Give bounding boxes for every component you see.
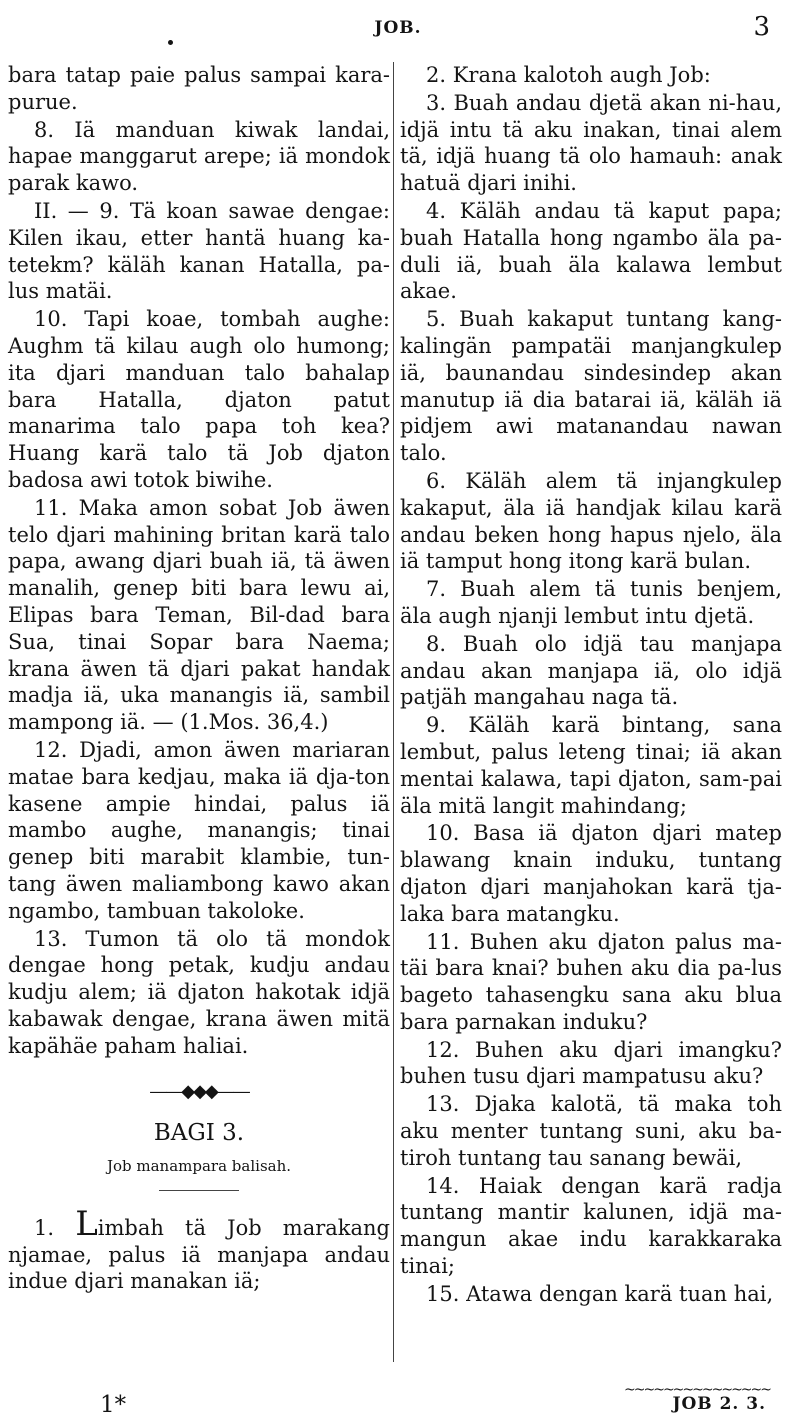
verse: 2. Krana kalotoh augh Job: <box>426 63 711 87</box>
verse: 12. Buhen aku djari imangku? buhen tusu djari mampatusu aku? <box>400 1037 782 1089</box>
verse: 9. Käläh karä bintang, sana lembut, palus leteng tinai; iä akan mentai kalawa, tapi djaton, sam-pai äla mitä langit mahindang; <box>400 713 782 818</box>
verse: 13. Djaka kalotä, tä maka toh aku menter tuntang suni, aku ba-tiroh tuntang tau sanang bewäi, <box>400 1092 782 1170</box>
verse: 8. Iä manduan kiwak landai, hapae manggarut arepe; iä mondok parak kawo. <box>8 117 390 196</box>
verse: 10. Tapi koae, tombah aughe: Aughm tä kilau augh olo humong; ita djari manduan talo bahalap bara Hatalla, djaton patut manarima talo papa toh kea? Huang karä talo tä Job djaton badosa awi totok biwihe. <box>8 307 390 492</box>
verse: 6. Käläh alem tä injangkulep kakaput, äla iä handjak kilau karä andau beken hong hapus njelo, äla iä tamput hong itong karä bulan. <box>400 468 782 574</box>
heading-rule <box>159 1190 239 1191</box>
page-footer <box>0 1382 796 1422</box>
verse: 10. Basa iä djaton djari matep blawang knain induku, tuntang djaton djari manjahokan karä tja-laka bara matangku. <box>400 821 782 926</box>
wavy-rule: ~~~~~~~~~~~~~~~ <box>624 1382 770 1398</box>
page-number: 3 <box>753 12 770 42</box>
page-header <box>0 10 796 46</box>
verse: 15. Atawa dengan karä tuan hai, <box>426 1281 774 1306</box>
print-dot <box>168 40 173 45</box>
verse: 13. Tumon tä olo tä mondok dengae hong petak, kudju andau kudju alem; iä djaton hakotak idjä kabawak dengae, krana äwen mitä kapähäe paham haliai. <box>8 926 390 1058</box>
running-title: JOB. <box>374 18 422 38</box>
verse: bara tatap paie palus sampai kara-purue. <box>8 63 390 114</box>
right-column <box>400 62 782 1309</box>
section-ornament: ——◆◆◆—— <box>149 1081 249 1103</box>
verse: 11. Buhen aku djaton palus ma-täi bara knai? buhen aku dia pa-lus bageto tahasengku sana aku blua bara parnakan induku? <box>400 929 782 1034</box>
chapter-first-verse <box>8 1203 390 1295</box>
catchword: JOB 2. 3. <box>672 1394 766 1414</box>
verse: 4. Käläh andau tä kaput papa; buah Hatalla hong ngambo äla pa-duli iä, buah äla kalawa lembut akae. <box>400 198 782 304</box>
verse-number: 1. <box>34 1215 55 1240</box>
verse: 7. Buah alem tä tunis benjem, äla augh njanji lembut intu djetä. <box>400 577 782 628</box>
drop-cap: L <box>75 1203 98 1244</box>
verse-text: imbah tä Job marakang njamae, palus iä manjapa andau indue djari manakan iä; <box>8 1215 390 1294</box>
chapter-subtitle: Job manampara balisah. <box>106 1157 292 1176</box>
left-column <box>8 62 390 1296</box>
verse: 3. Buah andau djetä akan ni-hau, idjä intu tä aku inakan, tinai alem tä, idjä huang tä olo hamauh: anak hatuä djari inihi. <box>400 90 782 196</box>
column-divider <box>393 62 394 1362</box>
verse: 8. Buah olo idjä tau manjapa andau akan manjapa iä, olo idjä patjäh mangahau naga tä. <box>400 631 782 710</box>
verse: 12. Djadi, amon äwen mariaran matae bara kedjau, maka iä dja-ton kasene ampie hindai, palus iä mambo aughe, manangis; tinai genep biti marabit klambie, tun-tang äwen maliambong kawo akan ngambo, tambuan takoloke. <box>8 737 390 923</box>
verse: 14. Haiak dengan karä radja tuntang mantir kalunen, idjä ma-mangun akae indu karakkaraka tinai; <box>400 1173 782 1279</box>
signature-mark: 1* <box>100 1392 127 1418</box>
verse: II. — 9. Tä koan sawae dengae: Kilen ikau, etter hantä huang ka-tetekm? käläh kanan Hatalla, pa-lus matäi. <box>8 198 390 304</box>
verse: 5. Buah kakaput tuntang kang-kalingän pampatäi manjangkulep iä, baunandau sindesindep akan manutup iä dia batarai iä, käläh iä pidjem awi matanandau nawan talo. <box>400 307 782 466</box>
verse: 11. Maka amon sobat Job äwen telo djari mahining britan karä talo papa, awang djari buah iä, tä äwen manalih, genep biti bara lewu ai, Elipas bara Teman, Bil-dad bara Sua, tinai Sopar bara Naema; krana äwen tä djari pakat handak madja iä, uka manangis iä, sambil mampong iä. — (1.Mos. 36,4.) <box>8 495 390 735</box>
chapter-heading: BAGI 3. <box>153 1120 245 1147</box>
